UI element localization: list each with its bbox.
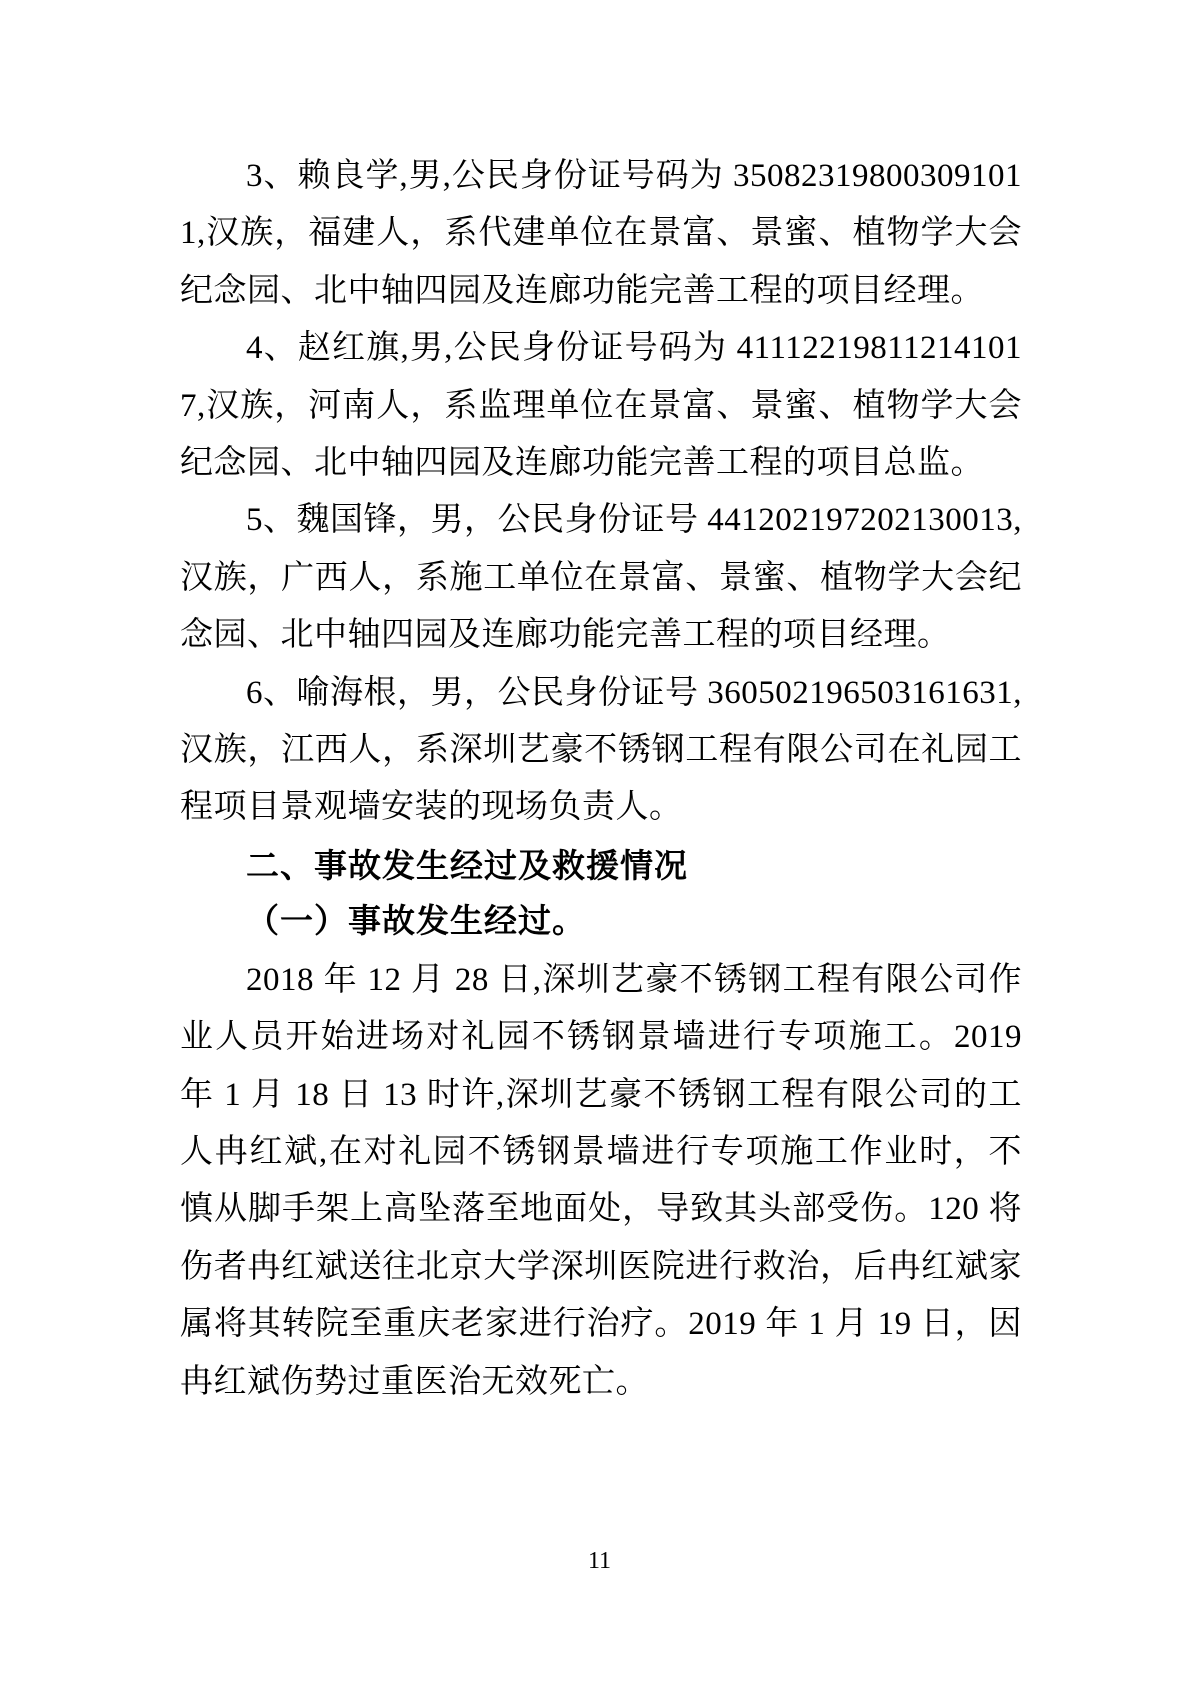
page-number: 11 [587, 1548, 612, 1574]
paragraph-person-6: 6、喻海根，男，公民身份证号 360502196503161631,汉族，江西人，系深圳艺豪不锈钢工程有限公司在礼园工程项目景观墙安装的现场负责人。 [180, 674, 1022, 826]
subsection-heading-accident-course: （一）事故发生经过。 [246, 904, 586, 941]
paragraph-person-4: 4、赵红旗,男,公民身份证号码为 411122198112141017,汉族，河南人，系监理单位在景富、景蜜、植物学大会纪念园、北中轴四园及连廊功能完善工程的项目总监。 [180, 330, 1022, 482]
document-body [180, 148, 1022, 1411]
paragraph-person-5: 5、魏国锋，男，公民身份证号 441202197202130013,汉族，广西人，系施工单位在景富、景蜜、植物学大会纪念园、北中轴四园及连廊功能完善工程的项目经理。 [180, 502, 1022, 654]
paragraph-person-3: 3、赖良学,男,公民身份证号码为 350823198003091011,汉族，福建人，系代建单位在景富、景蜜、植物学大会纪念园、北中轴四园及连廊功能完善工程的项目经理。 [180, 158, 1022, 309]
section-heading-accident-course-and-rescue: 二、事故发生经过及救援情况 [246, 846, 688, 884]
paragraph-accident-narrative: 2018 年 12 月 28 日,深圳艺豪不锈钢工程有限公司作业人员开始进场对礼园不锈钢景墙进行专项施工。2019 年 1 月 18 日 13 时许,深圳艺豪不锈钢工程有限公司的工人冉红斌,在对礼园不锈钢景墙进行专项施工作业时，不慎从脚手架上高坠落至地面处，导致其头部受伤。120 将伤者冉红斌送往北京大学深圳医院进行救治，后冉红斌家属将其转院至重庆老家进行治疗。2019 年 1 月 19 日，因冉红斌伤势过重医治无效死亡。 [180, 961, 1022, 1400]
